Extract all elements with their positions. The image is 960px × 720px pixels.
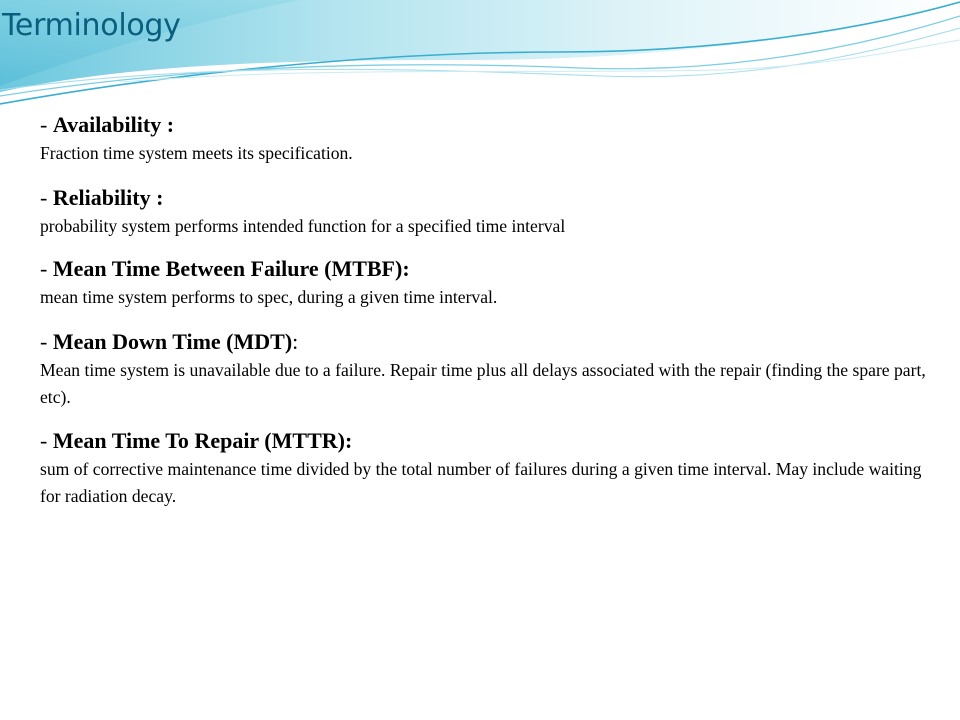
term-reliability [40, 183, 940, 240]
term-definition: sum of corrective maintenance time divided by the total number of failures during a given time interval. May include waiting for radiation decay. [40, 459, 922, 506]
term-name: Mean Time To Repair (MTTR): [52, 428, 353, 453]
term-name: Mean Down Time (MDT) [52, 329, 293, 354]
term-heading [40, 327, 940, 357]
term-definition: Fraction time system meets its specification. [40, 143, 353, 163]
term-suffix: : [161, 112, 175, 137]
term-mdt [40, 327, 940, 411]
term-dash: - [40, 256, 53, 281]
term-availability [40, 110, 940, 167]
term-heading [40, 254, 940, 284]
term-suffix: : [292, 329, 299, 354]
term-dash: - [40, 329, 53, 354]
term-definition: probability system performs intended function for a specified time interval [40, 216, 566, 236]
term-name: Reliability [52, 185, 151, 210]
term-dash: - [40, 112, 53, 137]
term-dash: - [40, 185, 53, 210]
terminology-list [40, 110, 940, 510]
slide-title: Terminology [2, 8, 181, 43]
term-heading [40, 426, 940, 456]
term-name: Availability [52, 112, 162, 137]
term-mttr [40, 426, 940, 510]
term-heading [40, 110, 940, 140]
term-name: Mean Time Between Failure (MTBF): [52, 256, 410, 281]
term-mtbf [40, 254, 940, 311]
term-heading [40, 183, 940, 213]
term-suffix: : [150, 185, 164, 210]
term-definition: mean time system performs to spec, during a given time interval. [40, 287, 498, 307]
term-dash: - [40, 428, 53, 453]
term-definition: Mean time system is unavailable due to a failure. Repair time plus all delays associated with the repair (finding the spare part, etc). [40, 360, 926, 407]
